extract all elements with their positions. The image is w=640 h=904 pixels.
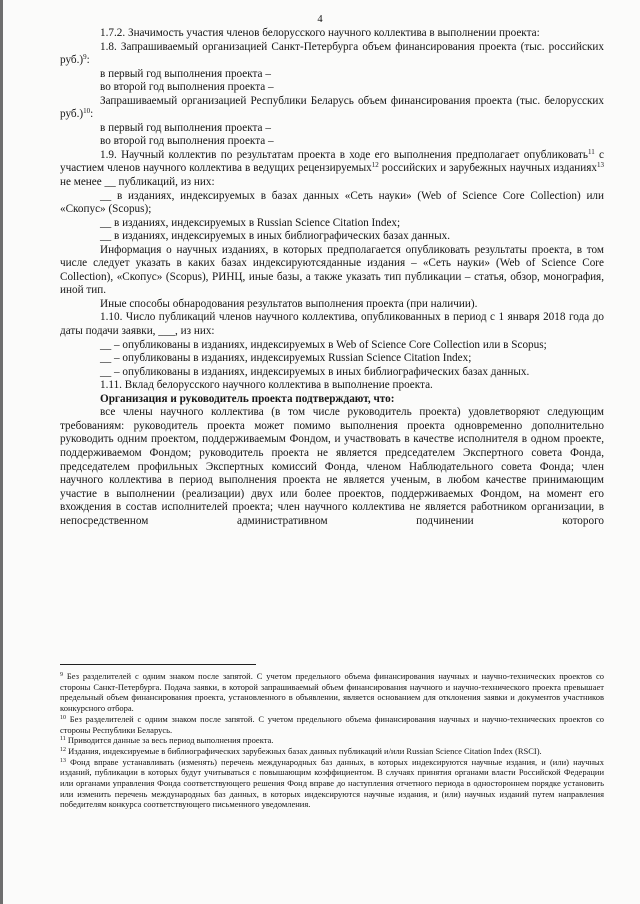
published-item-rsci: __ – опубликованы в изданиях, индексируемых Russian Science Citation Index;	[100, 352, 472, 365]
footnote-9-text: Без разделителей с одним знаком после запятой. С учетом предельного объема финансирования научных и научно-технических проектов со стороны Санкт-Петербурга. Подача заявки, в которой запрашиваемый объем финансирования научного и научно-технического проекта превышает предельный объем финансирования проекта, установленного в объявлении, является основанием для отклонения заявки и документов участников конкурсного отбора.	[60, 671, 604, 714]
belarus-funding	[60, 95, 604, 122]
footnotes	[60, 671, 604, 810]
footnote-9-number: 9	[60, 672, 63, 678]
footnote-12-text: Издания, индексируемые в библиографических зарубежных базах данных публикаций и/или Russian Science Citation Index (RSCI).	[66, 745, 542, 756]
section-1-11: 1.11. Вклад белорусского научного коллектива в выполнение проекта.	[100, 379, 433, 392]
footnote-ref-13: 13	[597, 161, 604, 170]
publication-item-wos-scopus: __ в изданиях, индексируемых в базах данных «Сеть науки» (Web of Science Core Collection) или «Скопус» (Scopus);	[60, 189, 604, 216]
belarus-funding-text: Запрашиваемый организацией Республики Беларусь объем финансирования проекта (тыс. белорусских руб.)	[60, 94, 604, 121]
body-text	[60, 27, 604, 528]
section-1-7-2: 1.7.2. Значимость участия членов белорусского научного коллектива в выполнении проекта:	[100, 27, 540, 39]
publication-item-other-db: __ в изданиях, индексируемых в иных библиографических базах данных.	[100, 230, 451, 243]
footnote-11-text: Приводится данные за весь период выполнения проекта.	[65, 735, 274, 746]
by-year-1: в первый год выполнения проекта –	[100, 121, 271, 134]
section-1-8	[60, 41, 604, 68]
footnote-ref-10: 10	[83, 107, 91, 116]
section-1-8-text: 1.8. Запрашиваемый организацией Санкт-Петербурга объем финансирования проекта (тыс. российских руб.)	[60, 40, 604, 67]
footnote-ref-9: 9	[83, 53, 87, 62]
footnote-12	[60, 746, 604, 757]
other-dissemination: Иные способы обнародования результатов выполнения проекта (при наличии).	[100, 297, 478, 310]
spb-year-1: в первый год выполнения проекта –	[100, 67, 271, 80]
footnote-11	[60, 735, 604, 746]
footnote-10-number: 10	[60, 714, 66, 721]
footnote-13-text: Фонд вправе устанавливать (изменять) перечень международных баз данных, в которых индексируются научные издания, и (или) научных изданий, публикации в которых будут учитываться с повышающим коэффициентом. В случаях принятия органами власти Российской Федерации или органами управления Фонда соответствующего решения Фонд вправе до наступления отчетного периода в одностороннем порядке установить или изменить перечень международных баз данных, в которых индексируются научные издания, и (или) научных изданий путем направления победителям конкурса соответствующего письменного уведомления.	[60, 756, 604, 810]
section-1-8-colon: :	[86, 54, 90, 67]
requirements-text: все члены научного коллектива (в том числе руководитель проекта) удовлетворяют следующим требованиям: руководитель проекта может помимо выполнения проекта одновременно дополнительно руководить одним проектом, поддерживаемым Фондом, и участвовать в качестве исполнителя в одном проекте, поддерживаемом Фондом; руководитель проекта не является председателем Экспертного совета Фонда, председателем профильных Экспертных комиссий Фонда, членом Наблюдательного совета Фонда; член научного коллектива в период выполнения проекта не является ученым, в любом качестве принимающим участие в выполнении (реализации) двух или более проектов, поддерживаемых Фондом, на момент его вхождения в состав исполнителей проекта; член научного коллектива не является работником организации, в непосредственном административном подчинении которого	[60, 406, 604, 527]
section-1-9-text-c: российских и зарубежных научных изданиях	[378, 162, 597, 175]
publication-info: Информация о научных изданиях, в которых предполагается опубликовать результаты проекта, в том числе следует указать в каких базах индексируютсяданные издания – «Сеть науки» (Web of Science Core Collection), «Скопус» (Scopus), РИНЦ, иные базы, а также указать тип публикации – статья, обзор, монография, иной тип.	[60, 243, 604, 297]
footnote-10	[60, 714, 604, 735]
footnote-11-number: 11	[60, 736, 66, 743]
footnote-12-number: 12	[60, 746, 66, 753]
organization-heading: Организация и руководитель проекта подтверждают, что:	[100, 392, 395, 405]
scan-edge	[0, 0, 3, 904]
footnote-ref-11: 11	[588, 147, 595, 156]
published-item-other-db: __ – опубликованы в изданиях, индексируемых в иных библиографических базах данных.	[100, 365, 530, 378]
section-1-9-text-b: с участием членов научного коллектива в ведущих рецензируемых	[60, 148, 604, 175]
section-1-10: 1.10. Число публикаций членов научного коллектива, опубликованных в период с 1 января 2018 года до даты подачи заявки, ___, из них:	[60, 311, 604, 338]
by-year-2: во второй год выполнения проекта –	[100, 135, 274, 148]
footnote-13	[60, 757, 604, 811]
section-1-9-text-a: 1.9. Научный коллектив по результатам проекта в ходе его выполнения предполагает опубликовать	[100, 148, 588, 161]
footnote-divider	[60, 664, 256, 665]
section-1-9	[60, 149, 604, 190]
spb-year-2: во второй год выполнения проекта –	[100, 81, 274, 94]
section-1-9-text-d: не менее __ публикаций, из них:	[60, 176, 215, 189]
footnote-10-text: Без разделителей с одним знаком после запятой. С учетом предельного объема финансирования научных и научно-технических проектов со стороны Республики Беларусь.	[60, 713, 604, 735]
footnote-13-number: 13	[60, 757, 66, 764]
page-number: 4	[317, 14, 323, 25]
footnote-ref-12: 12	[371, 161, 379, 170]
publication-item-rsci: __ в изданиях, индексируемых в Russian Science Citation Index;	[100, 216, 401, 229]
footnote-9	[60, 671, 604, 714]
published-item-wos-scopus: __ – опубликованы в изданиях, индексируемых в Web of Science Core Collection или в Scopus;	[100, 338, 547, 351]
belarus-funding-colon: :	[90, 108, 94, 121]
